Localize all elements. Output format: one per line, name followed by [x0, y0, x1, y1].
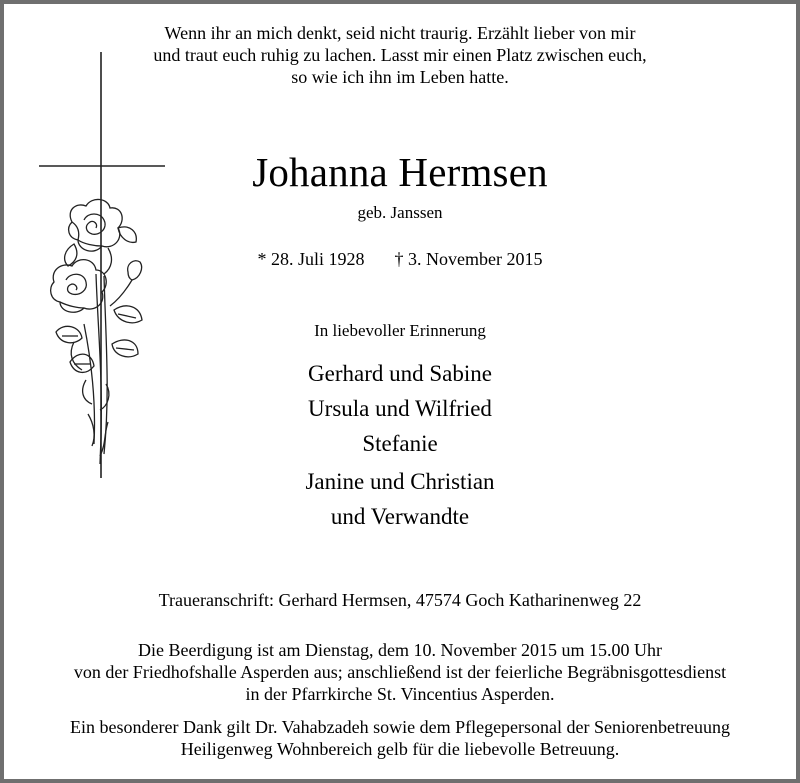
birth-name: geb. Janssen — [357, 203, 443, 222]
verse-line: Wenn ihr an mich denkt, seid nicht traurig. Erzählt lieber von mir — [164, 23, 636, 43]
death-date: † 3. November 2015 — [394, 249, 543, 269]
funeral-line: Die Beerdigung ist am Dienstag, dem 10. November 2015 um 15.00 Uhr — [138, 640, 662, 660]
mourners-list — [4, 356, 796, 534]
thanks-note — [4, 716, 796, 760]
mourning-address: Traueranschrift: Gerhard Hermsen, 47574 Goch Katharinenweg 22 — [158, 590, 642, 610]
life-dates — [4, 248, 796, 270]
funeral-line: von der Friedhofshalle Asperden aus; anschließend ist der feierliche Begräbnisgottesdienst — [73, 662, 727, 682]
funeral-info — [4, 639, 796, 705]
mourner: Gerhard und Sabine — [308, 361, 492, 386]
deceased-name: Johanna Hermsen — [252, 149, 548, 195]
verse-line: so wie ich ihn im Leben hatte. — [291, 67, 509, 87]
mourner: Ursula und Wilfried — [308, 396, 492, 421]
mourner: und Verwandte — [330, 504, 470, 529]
thanks-line: Heiligenweg Wohnbereich gelb für die liebevolle Betreuung. — [180, 739, 620, 759]
mourner: Stefanie — [362, 431, 438, 456]
memorial-verse — [4, 22, 796, 88]
funeral-line: in der Pfarrkirche St. Vincentius Asperden. — [245, 684, 555, 704]
birth-date: * 28. Juli 1928 — [257, 249, 365, 269]
thanks-line: Ein besonderer Dank gilt Dr. Vahabzadeh sowie dem Pflegepersonal der Seniorenbetreuung — [70, 717, 730, 737]
memory-line: In liebevoller Erinnerung — [314, 321, 486, 340]
verse-line: und traut euch ruhig zu lachen. Lasst mir einen Platz zwischen euch, — [153, 45, 647, 65]
mourner: Janine und Christian — [305, 469, 495, 494]
